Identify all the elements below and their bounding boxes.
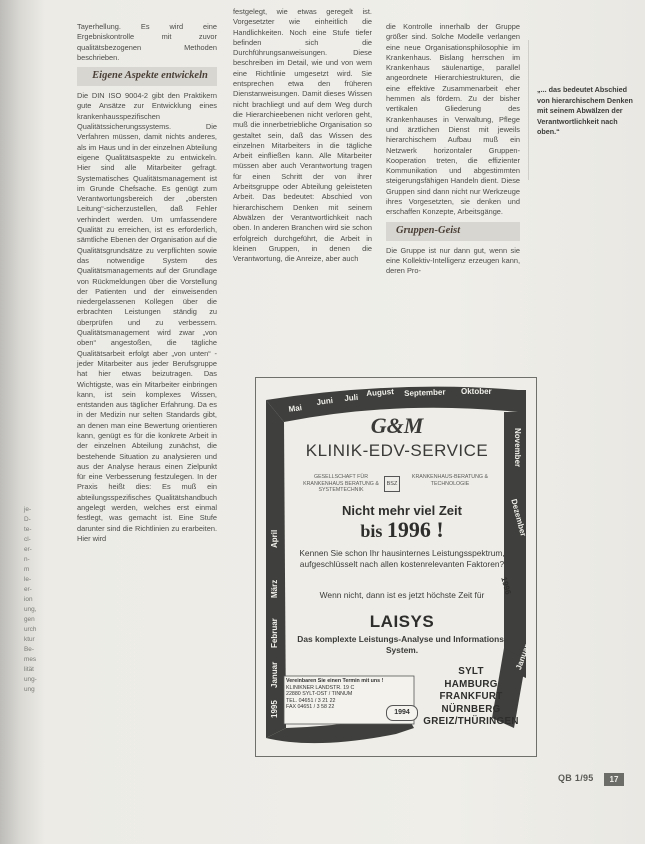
ad-headline: Nicht mehr viel Zeit [342, 503, 462, 518]
product-tagline: Das komplexte Leistungs-Analyse und Informations-System. [297, 634, 507, 655]
month-label: 1995 [270, 700, 279, 718]
gutter-fragment: ung [24, 686, 35, 693]
text-column-3 [386, 22, 520, 277]
section-heading-gruppen-geist: Gruppen-Geist [386, 222, 520, 241]
gutter-fragment: ion [24, 596, 33, 603]
month-label: Januar [270, 661, 279, 688]
month-label: Oktober [461, 387, 492, 396]
city: NÜRNBERG [441, 703, 501, 715]
month-label: Juni [316, 395, 334, 407]
month-label: Dezember [509, 498, 528, 538]
partner-logos [301, 474, 501, 496]
city: HAMBURG [444, 678, 498, 690]
page-number: 17 [604, 773, 624, 786]
city: GREIZ/THÜRINGEN [423, 716, 519, 727]
gutter-fragment: D- [24, 516, 31, 523]
gutter-fragment: gen [24, 616, 35, 623]
page-folio [558, 773, 645, 787]
partner-name: GESELLSCHAFT FÜR KRANKENHAUS BERATUNG & SYSTEMTECHNIK [303, 474, 379, 493]
year-stamp: 1994 [386, 705, 418, 721]
fax-line: FAX 04651 / 3 58 22 [286, 704, 335, 711]
month-label: Februar [270, 618, 279, 648]
phone-line: TEL. 04651 / 3 21 22 [286, 697, 336, 704]
city-list [421, 666, 521, 729]
gutter-fragment: ung- [24, 676, 37, 683]
service-title: KLINIK-EDV-SERVICE [305, 441, 489, 460]
body-paragraph: Die Gruppe ist nur dann gut, wenn sie eine Kollektiv-Intelligenz erzeugen kann, deren Pro- [386, 245, 520, 276]
month-label: September [404, 387, 446, 398]
text-column-2 [233, 7, 372, 264]
ad-deadline [296, 518, 508, 543]
year-label: 1996 [499, 576, 513, 596]
address-line: 22880 SYLT-OST / TINNUM [286, 691, 353, 698]
gutter-fragment: mes [24, 656, 37, 663]
month-label: Juli [344, 392, 359, 403]
intro-paragraph: Tayerhellung. Es wird eine Ergebniskontrolle mit zuvor qualitätsbezogenen Methoden beschrieben. [77, 22, 217, 62]
city: SYLT [458, 666, 484, 677]
gutter-fragment: n- [24, 556, 30, 563]
deadline-prefix: bis [360, 521, 387, 541]
city: FRANKFURT [439, 691, 503, 702]
pull-quote: „... das bedeutet Abschied von hierarchischem Denken mit seinem Abwälzen der Verantwortlichkeit nach oben.“ [537, 85, 633, 137]
month-label: August [366, 387, 395, 398]
gutter-fragment: ung, [24, 606, 37, 613]
gutter-fragment: te- [24, 526, 32, 533]
gutter-fragment: Be- [24, 646, 34, 653]
gutter-fragment: le- [24, 576, 32, 583]
text-column-1 [77, 22, 217, 544]
gutter-fragment: je- [24, 506, 32, 513]
partner-name: KRANKENHAUS-BERATUNG & TECHNOLOGIE [411, 474, 489, 487]
gutter-fragment: m [24, 566, 30, 573]
body-paragraph: Die DIN ISO 9004-2 gibt den Praktikern gute Ansätze zur Entwicklung eines krankenhausspezifischen Qualitätssicherungssystems. Die Verfahren müssen, damit nichts anderes, als im Haus und in der einzelnen Abteilung eigene Qualitätsaspekte zu entwickeln. Hier sind alle Mitarbeiter gefragt. Systematisches Qualitätsmanagement ist im Grunde Chefsache. Es genügt zum Verantwortungsbereich der „obersten Leitung“-sicherzustellen, daß Fehler verhindert werden. Um umfassendere Qualität zu erreichen, ist es erforderlich, sämtliche Ebenen der Organisation auf die Qualitätsgrundsätze zu verpflichten sowie das notwendige System des Qualitätsmanagements auf der Grundlage von Rückmeldungen über die Vorstellung der Patienten und der einweisenden niedergelassenen Kollegen über die erbrachten Leistungen ständig zu überprüfen und zu verbessern. Qualitätsmanagement wird zwar „von oben“ angestoßen, die tägliche Qualitätsarbeit erfolgt aber „von unten“ - jeder Mitarbeiter aus jeder Berufsgruppe hat hier etwas beizutragen. Das Wichtigste, was ein Mitarbeiter einbringen kann, ist sein komplexes Wissen, entstanden aus täglicher Erfahrung. Da es in der Medizin nur selten Standards gibt, an denen man eine Bewertung orientieren kann, genügt es für die konkrete Arbeit in der einzelnen Abteilung zunächst, die bestehende Situation zu analysieren und aus der Analyse heraus einen Zielpunkt für eine Verbesserung festzulegen. In der Praxis heißt dies: Es muß ein abteilungsspezifisches Qualitätshandbuch angelegt werden, welches erst einmal festlegt, was gemacht ist. Eine Stufe darunter sind die Richtlinien zu erarbeiten. Hier wird [77, 91, 217, 543]
gutter-fragment: er- [24, 546, 32, 553]
month-label: April [270, 529, 279, 548]
deadline-year: 1996 ! [386, 517, 444, 542]
gutter-fragment: cl- [24, 536, 31, 543]
gutter-fragment: urch [24, 626, 37, 633]
brand-block [286, 414, 508, 461]
month-label: Mai [288, 403, 303, 414]
month-label: November [513, 428, 522, 468]
gutter-fragments [24, 505, 56, 695]
coupon-title: Vereinbaren Sie einen Termin mit uns ! [286, 678, 384, 684]
product-name: LAISYS [369, 612, 435, 631]
divider [528, 40, 529, 180]
month-label: Januar [514, 643, 532, 672]
month-label: März [270, 579, 279, 598]
address-line: KLINIKNER LANDSTR. 19 C [286, 684, 355, 691]
partner-logo-icon: BSZ [384, 476, 400, 492]
company-logo: G&M [370, 413, 424, 438]
issue-code: QB 1/95 [558, 773, 594, 783]
gutter-fragment: ktur [24, 636, 35, 643]
body-paragraph: festgelegt, wie etwas geregelt ist. Vorgesetzter wie einheitlich die Handlichkeiten. Noch eine Stufe tiefer befinden sich die Durchführungsanweisungen. Diese beschreiben im Detail, wie und von wem eine Richtlinie umgesetzt wird. Sie entsprechen etwa den früheren Dienstanweisungen. Damit dieses Wissen nicht brachliegt und auf dem Weg durch die Hierarchieebenen nicht verloren geht, muß die innerbetriebliche Organisation so gestaltet sein, daß das Wissen des einzelnen Mitarbeiters in die tägliche Arbeit einfließen kann. Alle Mitarbeiter müssen aber auch Verantwortung tragen für einen Schritt der von ihrer Arbeitsgruppe oder Abteilung geleisteten Arbeit. Das bedeutet: Abschied von hierarchischem Denken mit seinem Abwälzen der Verantwortlichkeit nach oben. In anderen Branchen wird sie schon erfolgreich durchgeführt, die Arbeit in kleinen Gruppen, in denen die Verantwortung, die Anreize, aber auch [233, 7, 372, 264]
advertisement [255, 377, 537, 757]
body-paragraph: die Kontrolle innerhalb der Gruppe größer sind. Solche Modelle verlangen eine neue Organisationsphilosophie im Krankenhaus. Bislang herrschen im Krankenhaus säulenartige, parallel angeordnete Hierarchiestrukturen, die eine effektive Zusammenarbeit eher hemmen als fördern. Zu der bisher vertikalen Gliederung des Krankenhauses in Verwaltung, Pflege und ärztlichen Dienst mit jeweils hierarchischem Aufbau muß ein Netzwerk horizontaler Gruppen-Kooperation treten, die effizienter Kommunikation und abgestimmten steigerungsfähigen Handeln dient. Diese Gruppen sind dann nicht nur Werkzeuge ihres Vorgesetzten, sie denken und erschaffen Konzepte, Arbeitsgänge. [386, 22, 520, 217]
gutter-fragment: er- [24, 586, 32, 593]
ad-callout: Wenn nicht, dann ist es jetzt höchste Zeit für [319, 590, 485, 600]
gutter-fragment: lität [24, 666, 34, 673]
ad-question: Kennen Sie schon Ihr hausinternes Leistungsspektrum, aufgeschlüsselt nach allen kostenrelevanten Faktoren? [299, 548, 505, 569]
section-heading-eigene-aspekte: Eigene Aspekte entwickeln [77, 67, 217, 86]
